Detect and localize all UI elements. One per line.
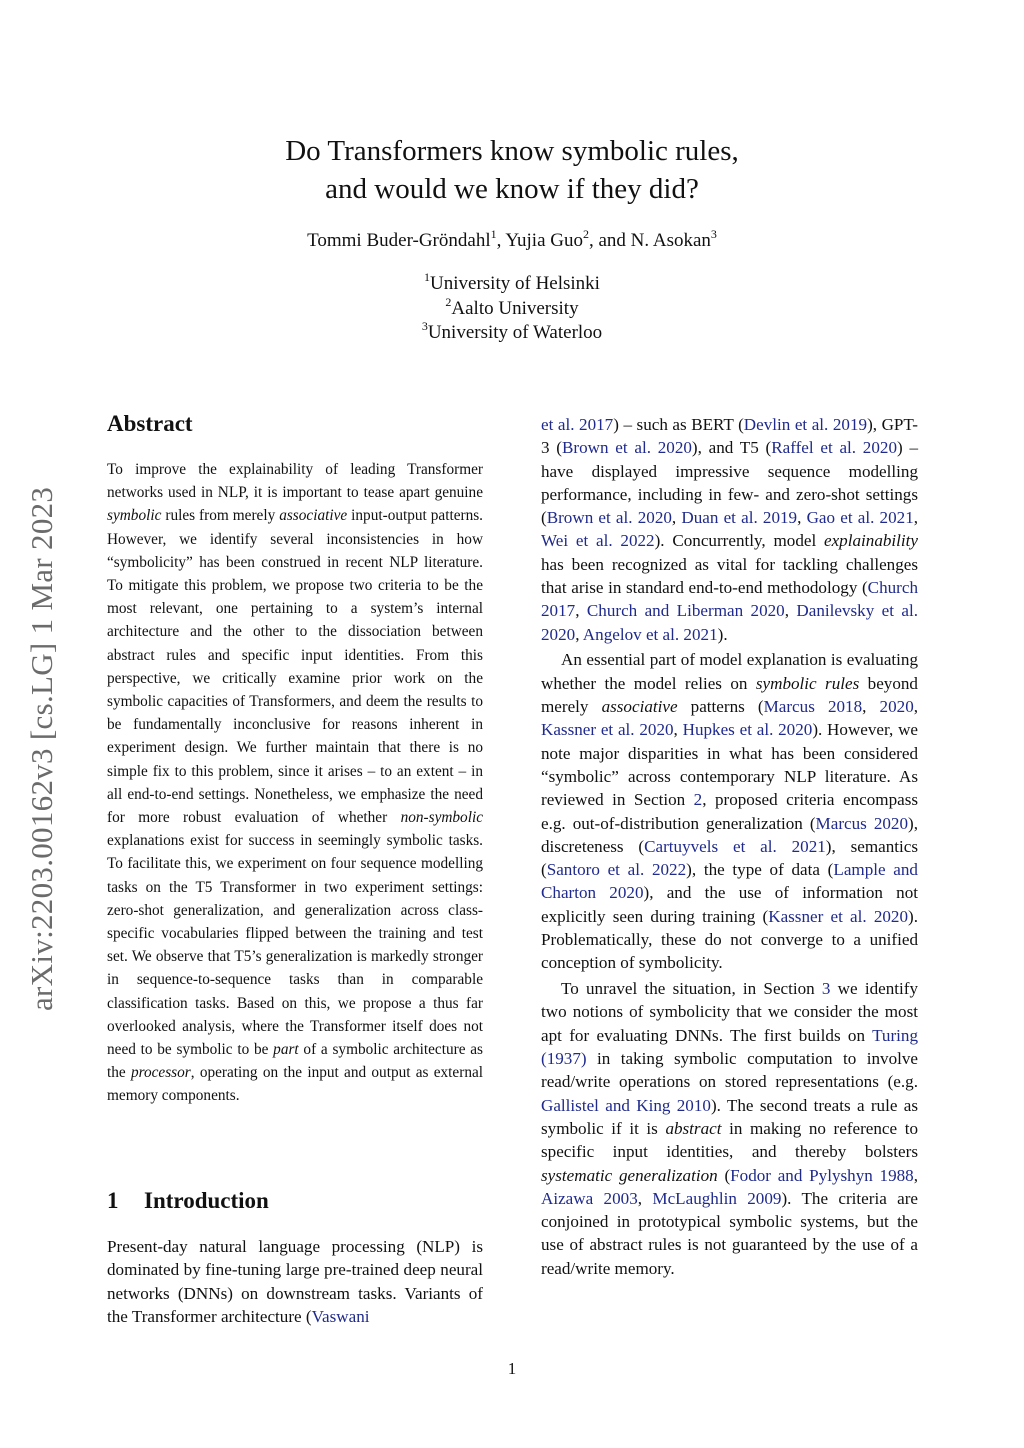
text-run: has been recognized as vital for tackling challenges that arise in standard end-to-end methodology ( — [541, 554, 918, 598]
text-run: ( — [717, 1165, 731, 1185]
citation-link[interactable]: Brown et al. 2020 — [562, 438, 692, 458]
right-column-text — [541, 413, 918, 1280]
abstract-text — [107, 458, 483, 1108]
paper-title — [200, 132, 824, 208]
affiliation-superscript: 3 — [421, 319, 428, 333]
citation-link[interactable]: Kassner et al. 2020 — [541, 720, 674, 740]
affiliation — [200, 294, 824, 322]
citation-link[interactable]: Angelov et al. 2021 — [582, 624, 718, 644]
text-run: , proposed criteria encompass e.g. out-of-distribution generalization ( — [541, 790, 919, 833]
text-run: , — [913, 1165, 918, 1185]
text-run: ), GPT-3 ( — [541, 415, 918, 458]
affiliation-list — [200, 272, 824, 346]
citation-link[interactable]: Brown et al. 2020 — [546, 508, 672, 528]
text-run: beyond merely — [541, 673, 918, 717]
text-run: patterns ( — [677, 697, 764, 717]
text-run: in taking symbolic computation to involve read/write operations on stored representations (e.g. — [541, 1049, 918, 1092]
citation-link[interactable]: Gao et al. 2021 — [806, 508, 914, 528]
citation-link[interactable]: 2020 — [879, 697, 914, 717]
emphasis: explainability — [824, 531, 918, 551]
text-run: ). However, we note major disparities in what has been considered “symbolic” across contemporary NLP literature. As reviewed in Section — [541, 720, 919, 810]
author-list — [200, 228, 824, 254]
citation-link[interactable]: Santoro et al. 2022 — [546, 860, 687, 880]
text-run: ). Concurrently, model — [654, 531, 824, 551]
text-run: To improve the explainability of leading Transformer networks used in NLP, it is important to tease apart genuine — [107, 461, 483, 502]
emphasis: symbolic rules — [755, 673, 860, 693]
emphasis: associative — [279, 507, 348, 525]
citation-link[interactable]: Vaswani — [311, 1306, 370, 1326]
title-line-2: and would we know if they did? — [325, 173, 699, 205]
text-run: , — [671, 508, 682, 528]
text-run: ) – have displayed impressive sequence modelling performance, including in few- and zero-shot settings ( — [541, 438, 918, 528]
text-run: ), and T5 ( — [691, 438, 772, 458]
affiliation — [200, 321, 824, 346]
section-link[interactable]: 2 — [693, 790, 703, 810]
text-run: , — [575, 601, 587, 621]
emphasis: symbolic — [107, 507, 162, 525]
citation-link[interactable]: et al. 2017 — [541, 415, 614, 434]
title-line-1: Do Transformers know symbolic rules, — [285, 135, 739, 167]
section-link[interactable]: 3 — [821, 979, 831, 999]
affiliation-name: Aalto University — [451, 297, 579, 319]
text-run: ) – such as BERT ( — [613, 415, 744, 434]
citation-link[interactable]: Wei et al. 2022 — [541, 531, 655, 551]
intro-heading — [107, 1185, 269, 1217]
text-run: , — [797, 508, 807, 528]
author-name: Tommi Buder-Gröndahl — [307, 230, 491, 251]
section-title: Introduction — [144, 1188, 269, 1213]
citation-link[interactable]: Church and Liberman 2020 — [586, 601, 785, 621]
emphasis: part — [273, 1041, 299, 1059]
abstract-heading: Abstract — [107, 411, 193, 436]
text-run: rules from merely — [161, 507, 280, 525]
text-run: input-output patterns. However, we identify several inconsistencies in how “symbolicity” has been construed in recent NLP literature. To mitigate this problem, we propose two criteria to be the most relevant, one pertaining to a system’s internal architecture and the other to the dissociation between abstract rules and specific input identities. From this perspective, we critically examine prior work on the symbolic capacities of Transformers, and deem the results to be fundamentally inconclusive for reasons inherent in experiment design. We further maintain that there is no simple fix to this problem, since it arises – to an extent – in all end-to-end settings. Nonetheless, we emphasize the need for more robust evaluation of whether — [107, 507, 483, 827]
affiliation-superscript: 1 — [424, 270, 431, 284]
text-run: Present-day natural language processing (NLP) is dominated by fine-tuning large pre-trained deep neural networks (DNNs) on downstream tasks. Variants of the Transformer architecture ( — [107, 1237, 483, 1326]
text-run: ). — [717, 624, 728, 644]
citation-link[interactable]: Aizawa 2003 — [541, 1188, 638, 1208]
emphasis: abstract — [665, 1118, 722, 1138]
citation-link[interactable]: Lample and Charton 2020 — [541, 860, 918, 903]
arxiv-identifier: arXiv:2203.00162v3 [cs.LG] 1 Mar 2023 — [24, 486, 59, 1012]
text-run: explanations exist for success in seemingly symbolic tasks. To facilitate this, we experiment on four sequence modelling tasks on the T5 Transformer in two experiment settings: zero-shot generalization, and generalization across class-specific vocabularies flipped between the training and test set. We observe that T5’s generalization is markedly stronger in sequence-to-sequence tasks than in comparable classification tasks. Based on this, we propose a thus far overlooked analysis, where the Transformer itself does not need to be symbolic to be — [107, 832, 483, 1059]
emphasis: associative — [601, 697, 678, 717]
paragraph — [541, 977, 918, 1280]
intro-paragraph — [107, 1235, 483, 1328]
text-run: To unravel the situation, in Section — [561, 979, 822, 999]
page-number: 1 — [507, 1359, 517, 1378]
affiliation-superscript: 2 — [445, 294, 452, 309]
section-number: 1 — [107, 1188, 119, 1213]
affiliation-name: University of Helsinki — [430, 273, 600, 294]
paragraph — [541, 648, 918, 974]
text-run: ). The criteria are conjoined in prototypical symbolic systems, but the use of abstract rules is not guaranteed by the use of a read/write memory. — [541, 1188, 918, 1278]
text-run: ), and the use of information not explicitly seen during training ( — [541, 883, 918, 926]
text-run: , — [673, 720, 683, 740]
citation-link[interactable]: Kassner et al. 2020 — [768, 906, 909, 926]
author-superscript: 2 — [582, 227, 589, 241]
author-name: Yujia Guo — [505, 230, 583, 251]
text-run: ), semantics ( — [541, 836, 918, 880]
citation-link[interactable]: Marcus 2020 — [815, 813, 909, 833]
author-separator: , — [496, 230, 506, 251]
paragraph — [541, 413, 918, 646]
intro-text — [107, 1235, 483, 1328]
emphasis: processor — [130, 1064, 191, 1082]
citation-link[interactable]: Duan et al. 2019 — [681, 508, 798, 528]
author-separator: , and — [588, 230, 631, 251]
citation-link[interactable]: McLaughlin 2009 — [652, 1188, 782, 1208]
text-run: , operating on the input and output as external memory components. — [107, 1064, 484, 1105]
author-superscript: 1 — [490, 227, 497, 241]
text-run: , — [913, 508, 919, 528]
citation-link[interactable]: Cartuyvels et al. 2021 — [644, 836, 826, 856]
text-run: , — [784, 601, 797, 621]
text-run: , — [862, 697, 880, 717]
affiliation-name: University of Waterloo — [427, 322, 603, 343]
citation-link[interactable]: Raffel et al. 2020 — [771, 438, 897, 458]
text-run: An essential part of model explanation is evaluating whether the model relies on — [541, 650, 918, 693]
citation-link[interactable]: Church 2017 — [541, 578, 918, 621]
citation-link[interactable]: Turing (1937) — [541, 1025, 918, 1069]
text-run: in making no reference to specific input identities, and thereby bolsters — [541, 1118, 919, 1162]
abstract-paragraph — [107, 458, 483, 1108]
text-run: , — [637, 1188, 653, 1208]
emphasis: systematic generalization — [541, 1165, 718, 1185]
text-run: ). The second treats a rule as symbolic if it is — [541, 1095, 919, 1138]
text-run: we identify two notions of symbolicity that we consider the most apt for evaluating DNNs. The first builds on — [541, 979, 918, 1045]
text-run: , — [575, 624, 583, 644]
text-run: ), the type of data ( — [686, 860, 834, 880]
affiliation — [200, 272, 824, 297]
author-superscript: 3 — [710, 227, 717, 241]
emphasis: non-symbolic — [400, 809, 483, 827]
text-run: ), discreteness ( — [541, 813, 918, 856]
citation-link[interactable]: Devlin et al. 2019 — [743, 415, 868, 434]
text-run: of a symbolic architecture as the — [107, 1041, 483, 1082]
author-name: N. Asokan — [630, 230, 711, 251]
text-run: , — [913, 697, 919, 717]
citation-link[interactable]: Danilevsky et al. 2020 — [541, 601, 919, 644]
citation-link[interactable]: Hupkes et al. 2020 — [682, 720, 813, 740]
citation-link[interactable]: Gallistel and King 2010 — [541, 1095, 711, 1115]
text-run: ). Problematically, these do not converge to a unified conception of symbolicity. — [541, 906, 918, 973]
citation-link[interactable]: Fodor and Pylyshyn 1988 — [730, 1165, 914, 1185]
citation-link[interactable]: Marcus 2018 — [763, 697, 863, 717]
